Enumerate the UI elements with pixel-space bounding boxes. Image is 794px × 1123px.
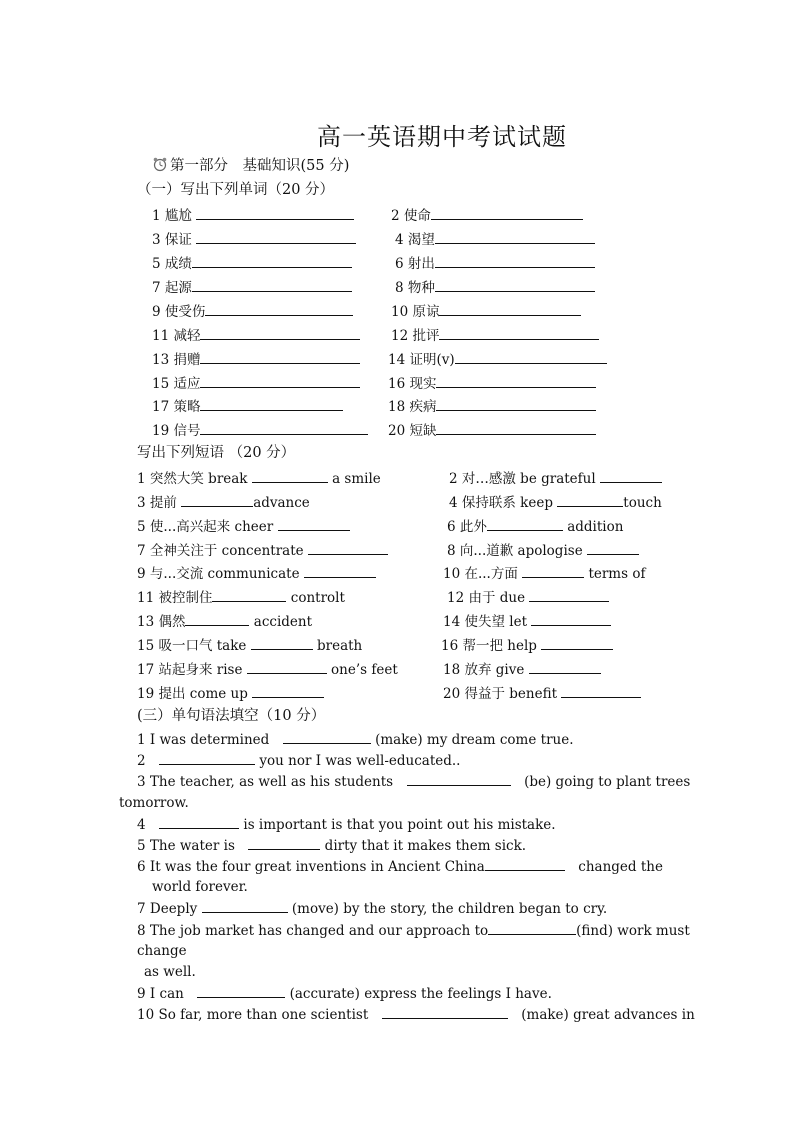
word-item: 4 渴望 — [395, 230, 595, 249]
phrase-item: 2 对…感激 be grateful — [449, 469, 662, 488]
phrase-item: 5 使...高兴起来 cheer — [137, 517, 350, 536]
answer-blank[interactable] — [248, 836, 320, 850]
grammar-item: 5 The water is dirty that it makes them sick. — [137, 838, 527, 854]
answer-blank[interactable] — [304, 564, 376, 578]
phrase-item: 7 全神关注于 concentrate — [137, 541, 388, 560]
part1-title: 第一部分 基础知识(55 分) — [170, 158, 350, 174]
grammar-item: 6 It was the four great inventions in Ancient China changed the — [137, 859, 663, 875]
grammar-item: 8 The job market has changed and our approach to (find) work must — [137, 923, 690, 939]
grammar-item-cont: tomorrow. — [119, 795, 189, 811]
phrase-item: 14 使失望 let — [443, 612, 611, 631]
answer-blank[interactable] — [561, 684, 641, 698]
answer-blank[interactable] — [200, 326, 360, 340]
phrase-item: 10 在...方面 terms of — [443, 566, 646, 582]
part1-heading — [152, 156, 349, 175]
word-item: 18 疾病 — [388, 397, 596, 416]
answer-blank[interactable] — [247, 660, 327, 674]
section2-title: 写出下列短语 （20 分） — [137, 445, 296, 461]
answer-blank[interactable] — [485, 857, 565, 871]
answer-blank[interactable] — [439, 302, 581, 316]
word-item: 12 批评 — [391, 326, 599, 345]
grammar-item: 1 I was determined (make) my dream come true. — [137, 732, 574, 748]
answer-blank[interactable] — [436, 374, 596, 388]
grammar-item-cont: change — [137, 943, 187, 959]
phrase-item: 4 保持联系 keep touch — [449, 495, 662, 511]
answer-blank[interactable] — [487, 517, 563, 531]
phrase-item: 9 与...交流 communicate — [137, 564, 376, 583]
word-item: 20 短缺 — [388, 421, 596, 440]
word-item: 1 尴尬 — [152, 206, 354, 225]
phrase-item: 11 被控制住 controlt — [137, 590, 345, 606]
word-item: 6 射出 — [395, 254, 595, 273]
answer-blank[interactable] — [200, 421, 368, 435]
answer-blank[interactable] — [196, 230, 356, 244]
answer-blank[interactable] — [181, 493, 253, 507]
word-item: 5 成绩 — [152, 254, 352, 273]
section1-title: （一）写出下列单词（20 分） — [137, 182, 335, 198]
phrase-item: 17 站起身来 rise one’s feet — [137, 662, 398, 678]
answer-blank[interactable] — [200, 350, 360, 364]
answer-blank[interactable] — [439, 326, 599, 340]
answer-blank[interactable] — [435, 254, 595, 268]
word-item: 13 捐赠 — [152, 350, 360, 369]
phrase-item: 12 由于 due — [447, 588, 609, 607]
phrase-item: 19 提出 come up — [137, 684, 324, 703]
answer-blank[interactable] — [407, 772, 511, 786]
word-item: 9 使受伤 — [152, 302, 353, 321]
word-item: 7 起源 — [152, 278, 352, 297]
answer-blank[interactable] — [431, 206, 583, 220]
grammar-item-cont: as well. — [144, 964, 196, 980]
answer-blank[interactable] — [488, 921, 576, 935]
word-item: 19 信号 — [152, 421, 368, 440]
phrase-item: 13 偶然 accident — [137, 614, 313, 630]
answer-blank[interactable] — [202, 899, 288, 913]
grammar-item: 10 So far, more than one scientist (make) great advances in — [137, 1007, 695, 1023]
phrase-item: 16 帮一把 help — [441, 636, 613, 655]
word-item: 8 物种 — [395, 278, 595, 297]
answer-blank[interactable] — [192, 278, 352, 292]
grammar-item: 3 The teacher, as well as his students (be) going to plant trees — [137, 774, 691, 790]
word-item: 14 证明(v) — [388, 350, 607, 369]
answer-blank[interactable] — [252, 684, 324, 698]
section3-title: (三）单句语法填空（10 分） — [137, 708, 326, 724]
phrase-item: 3 提前 advance — [137, 495, 310, 511]
grammar-item: 2 you nor I was well-educated.. — [137, 753, 461, 769]
word-item: 10 原谅 — [391, 302, 581, 321]
answer-blank[interactable] — [196, 206, 354, 220]
grammar-item: 7 Deeply (move) by the story, the children began to cry. — [137, 901, 608, 917]
word-item: 3 保证 — [152, 230, 356, 249]
answer-blank[interactable] — [159, 815, 239, 829]
phrase-item: 8 向...道歉 apologise — [447, 541, 639, 560]
answer-blank[interactable] — [212, 588, 286, 602]
answer-blank[interactable] — [557, 493, 623, 507]
answer-blank[interactable] — [436, 397, 596, 411]
phrase-item: 18 放弃 give — [443, 660, 601, 679]
grammar-item: 9 I can (accurate) express the feelings I have. — [137, 986, 552, 1002]
grammar-item: 4 is important is that you point out his mistake. — [137, 817, 556, 833]
answer-blank[interactable] — [278, 517, 350, 531]
phrase-item: 6 此外 addition — [447, 519, 624, 535]
answer-blank[interactable] — [455, 350, 607, 364]
word-item: 2 使命 — [391, 206, 583, 225]
answer-blank[interactable] — [587, 541, 639, 555]
answer-blank[interactable] — [531, 612, 611, 626]
answer-blank[interactable] — [251, 636, 313, 650]
answer-blank[interactable] — [541, 636, 613, 650]
answer-blank[interactable] — [436, 421, 596, 435]
answer-blank[interactable] — [435, 278, 595, 292]
word-item: 11 减轻 — [152, 326, 360, 345]
word-item: 15 适应 — [152, 374, 360, 393]
answer-blank[interactable] — [283, 730, 371, 744]
answer-blank[interactable] — [192, 254, 352, 268]
phrase-item: 15 吸一口气 take breath — [137, 638, 363, 654]
answer-blank[interactable] — [600, 469, 662, 483]
phrase-item: 1 突然大笑 break a smile — [137, 471, 381, 487]
answer-blank[interactable] — [185, 612, 249, 626]
answer-blank[interactable] — [529, 660, 601, 674]
answer-blank[interactable] — [435, 230, 595, 244]
answer-blank[interactable] — [382, 1005, 508, 1019]
answer-blank[interactable] — [529, 588, 609, 602]
answer-blank[interactable] — [200, 397, 343, 411]
word-item: 16 现实 — [388, 374, 596, 393]
phrase-item: 20 得益于 benefit — [443, 684, 641, 703]
alarm-clock-icon — [152, 156, 168, 172]
grammar-item-cont: world forever. — [152, 879, 248, 895]
answer-blank[interactable] — [197, 984, 285, 998]
exam-title: 高一英语期中考试试题 — [317, 123, 567, 151]
answer-blank[interactable] — [159, 751, 255, 765]
answer-blank[interactable] — [252, 469, 328, 483]
answer-blank[interactable] — [205, 302, 353, 316]
answer-blank[interactable] — [308, 541, 388, 555]
word-item: 17 策略 — [152, 397, 343, 416]
answer-blank[interactable] — [200, 374, 360, 388]
answer-blank[interactable] — [522, 564, 584, 578]
